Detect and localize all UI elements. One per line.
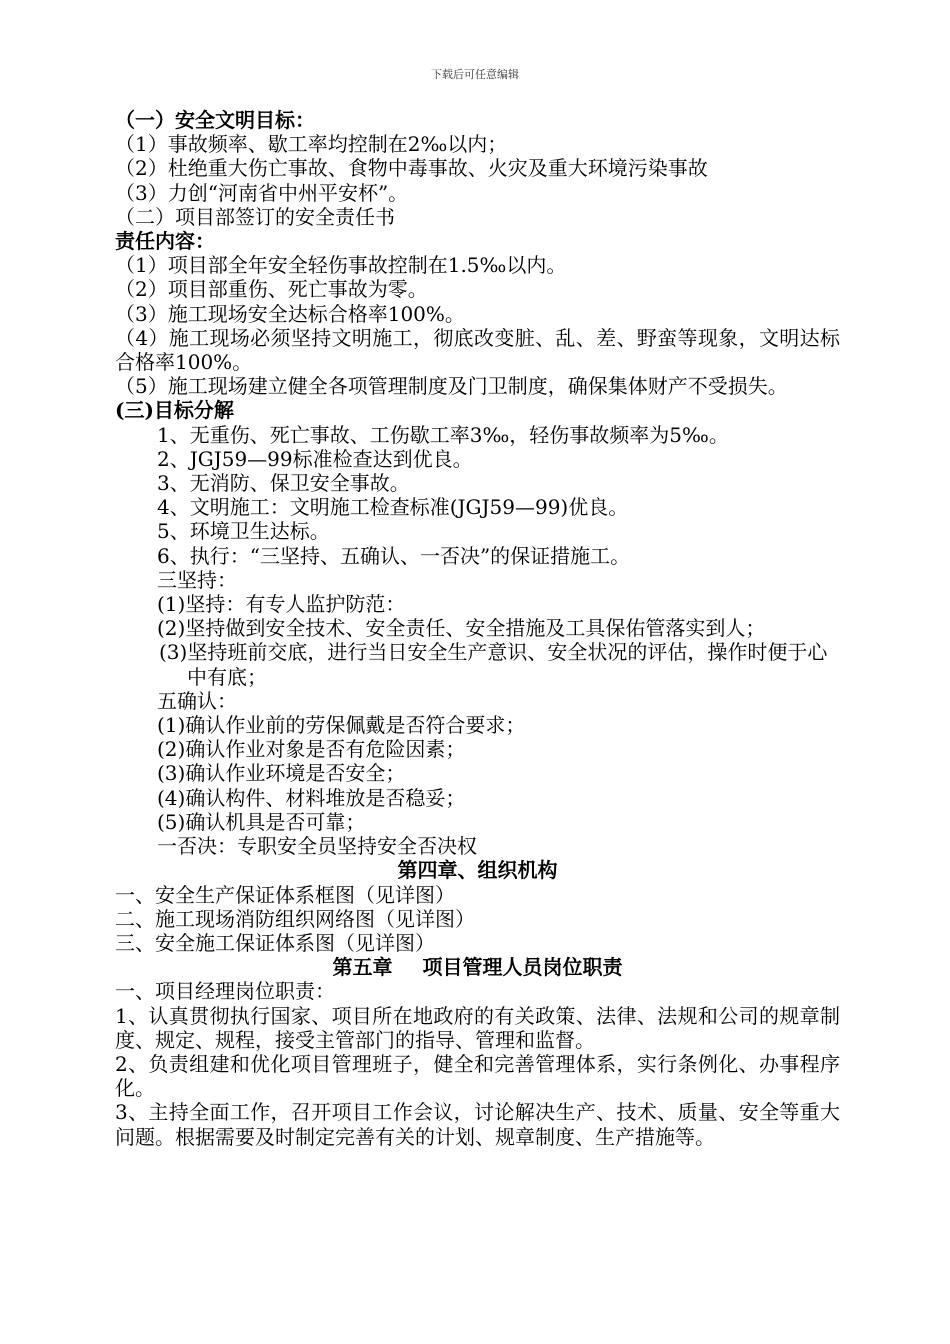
list-item: 3、主持全面工作，召开项目工作会议，讨论解决生产、技术、质量、安全等重大问题。根据需要及时制定完善有关的计划、规章制度、生产措施等。	[115, 1100, 840, 1149]
list-item: 三、安全施工保证体系图（见详图）	[115, 930, 435, 955]
section-title-responsibility: （二）项目部签订的安全责任书	[115, 204, 395, 229]
chapter-4-title: 第四章、组织机构	[397, 858, 558, 883]
chapter-5-title	[115, 955, 840, 979]
section-title-goal-breakdown: (三)目标分解	[115, 398, 234, 423]
list-item: 2、负责组建和优化项目管理班子，健全和完善管理体系，实行条例化、办事程序化。	[115, 1051, 840, 1101]
list-item: (3)确认作业环境是否安全；	[157, 761, 406, 786]
list-item: 二、施工现场消防组织网络图（见详图）	[115, 906, 475, 931]
section-subtitle-content: 责任内容：	[115, 229, 215, 254]
list-item: (5)确认机具是否可靠；	[157, 809, 366, 834]
list-item: （4）施工现场必须坚持文明施工，彻底改变脏、乱、差、野蛮等现象，文明达标合格率100%。	[115, 325, 840, 375]
list-item: 一、安全生产保证体系框图（见详图）	[115, 882, 455, 907]
list-item: (4)确认构件、材料堆放是否稳妥；	[157, 785, 466, 810]
list-item: （1）事故频率、歇工率均控制在2‰以内；	[115, 132, 508, 157]
list-item: 6、执行：“三坚持、五确认、一否决”的保证措施工。	[157, 543, 631, 568]
five-confirm-title: 五确认：	[157, 688, 237, 713]
document-body	[115, 108, 840, 1149]
one-veto-line: 一否决：专职安全员坚持安全否决权	[157, 834, 477, 859]
list-item: 1、认真贯彻执行国家、项目所在地政府的有关政策、法律、法规和公司的规章制度、规定、规程，接受主管部门的指导、管理和监督。	[115, 1003, 840, 1052]
list-item: 2、JGJ59—99标准检查达到优良。	[157, 446, 473, 471]
list-item: (2)坚持做到安全技术、安全责任、安全措施及工具保佑管落实到人；	[157, 616, 766, 641]
list-item: (1)坚持：有专人监护防范：	[157, 592, 406, 617]
list-item: 4、文明施工：文明施工检查标准(JGJ59—99)优良。	[157, 495, 629, 520]
chapter-5-number: 第五章	[332, 955, 393, 980]
list-item: （1）项目部全年安全轻伤事故控制在1.5‰以内。	[115, 253, 567, 278]
list-item: （3）施工现场安全达标合格率100%。	[115, 301, 465, 326]
list-item: 1、无重伤、死亡事故、工伤歇工率3‰，轻伤事故频率为5‰。	[157, 422, 729, 447]
list-item: （5）施工现场建立健全各项管理制度及门卫制度，确保集体财产不受损失。	[115, 374, 788, 399]
page-header-note: 下载后可任意编辑	[431, 68, 519, 81]
subsection-title-pm-duties: 一、项目经理岗位职责：	[115, 979, 335, 1004]
list-item: (3)坚持班前交底，进行当日安全生产意识、安全状况的评估，操作时便于心中有底；	[159, 640, 828, 689]
list-item: （2）杜绝重大伤亡事故、食物中毒事故、火灾及重大环境污染事故	[115, 156, 708, 181]
list-item: (1)确认作业前的劳保佩戴是否符合要求；	[157, 713, 526, 738]
list-item: 5、环境卫生达标。	[157, 519, 330, 544]
section-title-safety-goals: （一）安全文明目标：	[115, 108, 315, 132]
three-persist-title: 三坚持：	[157, 567, 237, 592]
list-item: (2)确认作业对象是否有危险因素；	[157, 737, 466, 762]
list-item: 3、无消防、保卫安全事故。	[157, 471, 410, 496]
list-item: （3）力创“河南省中州平安杯”。	[115, 180, 409, 205]
list-item: （2）项目部重伤、死亡事故为零。	[115, 277, 428, 302]
chapter-5-name: 项目管理人员岗位职责	[422, 955, 623, 980]
